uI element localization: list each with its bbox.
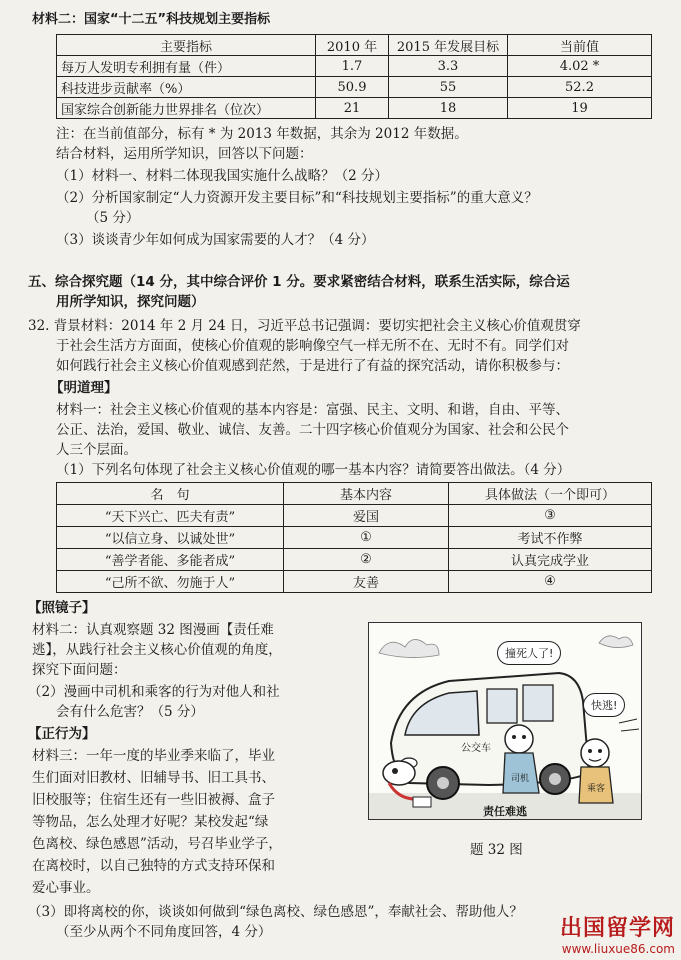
table-cell: ② (284, 549, 449, 571)
material-1-line: 公正、法治，爱国、敬业、诚信、友善。二十四字核心价值观分为国家、社会和公民个 (56, 422, 569, 438)
background-material-line: 如何践行社会主义核心价值观感到茫然，于是进行了有益的探究活动，请你积极参与： (56, 358, 569, 374)
table-cell: 21 (316, 98, 389, 119)
section-5-heading-cont: 用所学知识，探究问题） (56, 294, 205, 310)
table-header-cell: 名 句 (57, 483, 284, 505)
bus-label: 公交车 (461, 743, 491, 754)
table-row (57, 549, 652, 571)
material-3-line: 生们面对旧教材、旧辅导书、旧工具书、 (32, 770, 275, 786)
table-header-row (57, 35, 652, 56)
speech-bubble-crash: 撞死人了! (497, 641, 561, 665)
table-cell: 18 (389, 98, 508, 119)
table-header-cell: 当前值 (508, 35, 652, 56)
table-cell: 认真完成学业 (449, 549, 652, 571)
table-cell: 4.02 * (508, 56, 652, 77)
table-header-cell: 基本内容 (284, 483, 449, 505)
material-3-line: 等物品，怎么处理才好呢？某校发起“绿 (32, 814, 269, 830)
site-watermark (560, 911, 675, 956)
table-cell: 3.3 (389, 56, 508, 77)
material-1: 材料一：社会主义核心价值观的基本内容是：富强、民主、文明、和谐，自由、平等、 (56, 402, 569, 418)
material-3-line: 旧校服等；住宿生还有一些旧被褥、盒子 (32, 792, 275, 808)
table-cell: 友善 (284, 571, 449, 593)
table-cell: “善学者能、多能者成” (57, 549, 284, 571)
table-note: 注：在当前值部分，标有 * 为 2013 年数据，其余为 2012 年数据。 (56, 126, 468, 142)
table-row (57, 527, 652, 549)
table-cell: ③ (449, 505, 652, 527)
cartoon-figure (368, 622, 642, 820)
background-material: 32. 背景材料：2014 年 2 月 24 日，习近平总书记强调：要切实把社会主义核心价值观贯穿 (28, 318, 581, 334)
background-material-line: 于社会生活方方面面，使核心价值观的影响像空气一样无所不在、无时不有。同学们对 (56, 338, 569, 354)
table-cell: 19 (508, 98, 652, 119)
indicator-table (56, 34, 652, 119)
table-header-cell: 2015 年发展目标 (389, 35, 508, 56)
part-1-question: （1）下列名句体现了社会主义核心价值观的哪一基本内容？请简要答出做法。（4 分） (56, 462, 571, 478)
heading-zhengxingwei: 【正行为】 (28, 726, 96, 742)
cartoon-caption: 责任难逃 (483, 805, 527, 818)
part-2-question: （2）漫画中司机和乘客的行为对他人和社 (28, 684, 280, 700)
watermark-title: 出国留学网 (559, 916, 675, 941)
material-3-line: 色离校、绿色感恩”活动，号召毕业学子， (32, 836, 282, 852)
section-5-heading: 五、综合探究题（14 分，其中综合评价 1 分。要求紧密结合材料，联系生活实际，综合运 (28, 274, 570, 290)
question-2-score: （5 分） (86, 210, 140, 226)
values-table (56, 482, 652, 593)
heading-zhaojingzi: 【照镜子】 (28, 600, 96, 616)
table-cell: 爱国 (284, 505, 449, 527)
table-row (57, 571, 652, 593)
driver-label: 司机 (511, 774, 530, 784)
table-row (57, 77, 652, 98)
heading-mingdaoli: 【明道理】 (50, 380, 118, 396)
material-2-line: 探究下面问题： (32, 662, 127, 678)
table-cell: 每万人发明专利拥有量（件） (57, 56, 316, 77)
table-cell: 55 (389, 77, 508, 98)
table-cell: “以信立身、以诚处世” (57, 527, 284, 549)
material-3-line: 在离校时，以自己独特的方式支持环保和 (32, 858, 275, 874)
part-2-question-cont: 会有什么危害？（5 分） (56, 704, 204, 720)
material-1-line: 人三个层面。 (56, 442, 137, 458)
watermark-url: www.liuxue86.com (561, 942, 675, 956)
material-2: 材料二：认真观察题 32 图漫画【责任难 (32, 622, 274, 638)
material2-title: 材料二：国家“十二五”科技规划主要指标 (32, 12, 271, 27)
table-header-cell: 主要指标 (57, 35, 316, 56)
table-header-cell: 具体做法（一个即可） (449, 483, 652, 505)
table-cell: 考试不作弊 (449, 527, 652, 549)
table-header-cell: 2010 年 (316, 35, 389, 56)
question-2: （2）分析国家制定“人力资源开发主要目标”和“科技规划主要指标”的重大意义？ (56, 190, 538, 206)
table-cell: ① (284, 527, 449, 549)
table-cell: “天下兴亡、匹夫有责” (57, 505, 284, 527)
question-3: （3）谈谈青少年如何成为国家需要的人才？（4 分） (56, 232, 375, 248)
part-3-question: （3）即将离校的你，谈谈如何做到“绿色离校、绿色感恩”，奉献社会、帮助他人？ (28, 904, 523, 920)
material-3: 材料三：一年一度的毕业季来临了，毕业 (32, 748, 275, 764)
speech-bubble-run: 快逃! (583, 693, 625, 717)
table-cell: ④ (449, 571, 652, 593)
table-row (57, 505, 652, 527)
part-3-question-cont: （至少从两个不同角度回答，4 分） (56, 924, 272, 940)
table-row (57, 56, 652, 77)
passenger-label: 乘客 (587, 784, 606, 794)
table-cell: 科技进步贡献率（%） (57, 77, 316, 98)
table-header-row (57, 483, 652, 505)
table-cell: 52.2 (508, 77, 652, 98)
figure-label: 题 32 图 (470, 842, 523, 858)
material-3-line: 爱心事业。 (32, 880, 100, 896)
instruction: 结合材料，运用所学知识，回答以下问题： (56, 146, 313, 162)
table-cell: 1.7 (316, 56, 389, 77)
table-cell: 50.9 (316, 77, 389, 98)
table-cell: “己所不欲、勿施于人” (57, 571, 284, 593)
table-cell: 国家综合创新能力世界排名（位次） (57, 98, 316, 119)
question-1: （1）材料一、材料二体现我国实施什么战略？（2 分） (56, 168, 388, 184)
table-row (57, 98, 652, 119)
material-2-line: 逃】，从践行社会主义核心价值观的角度， (32, 642, 282, 658)
